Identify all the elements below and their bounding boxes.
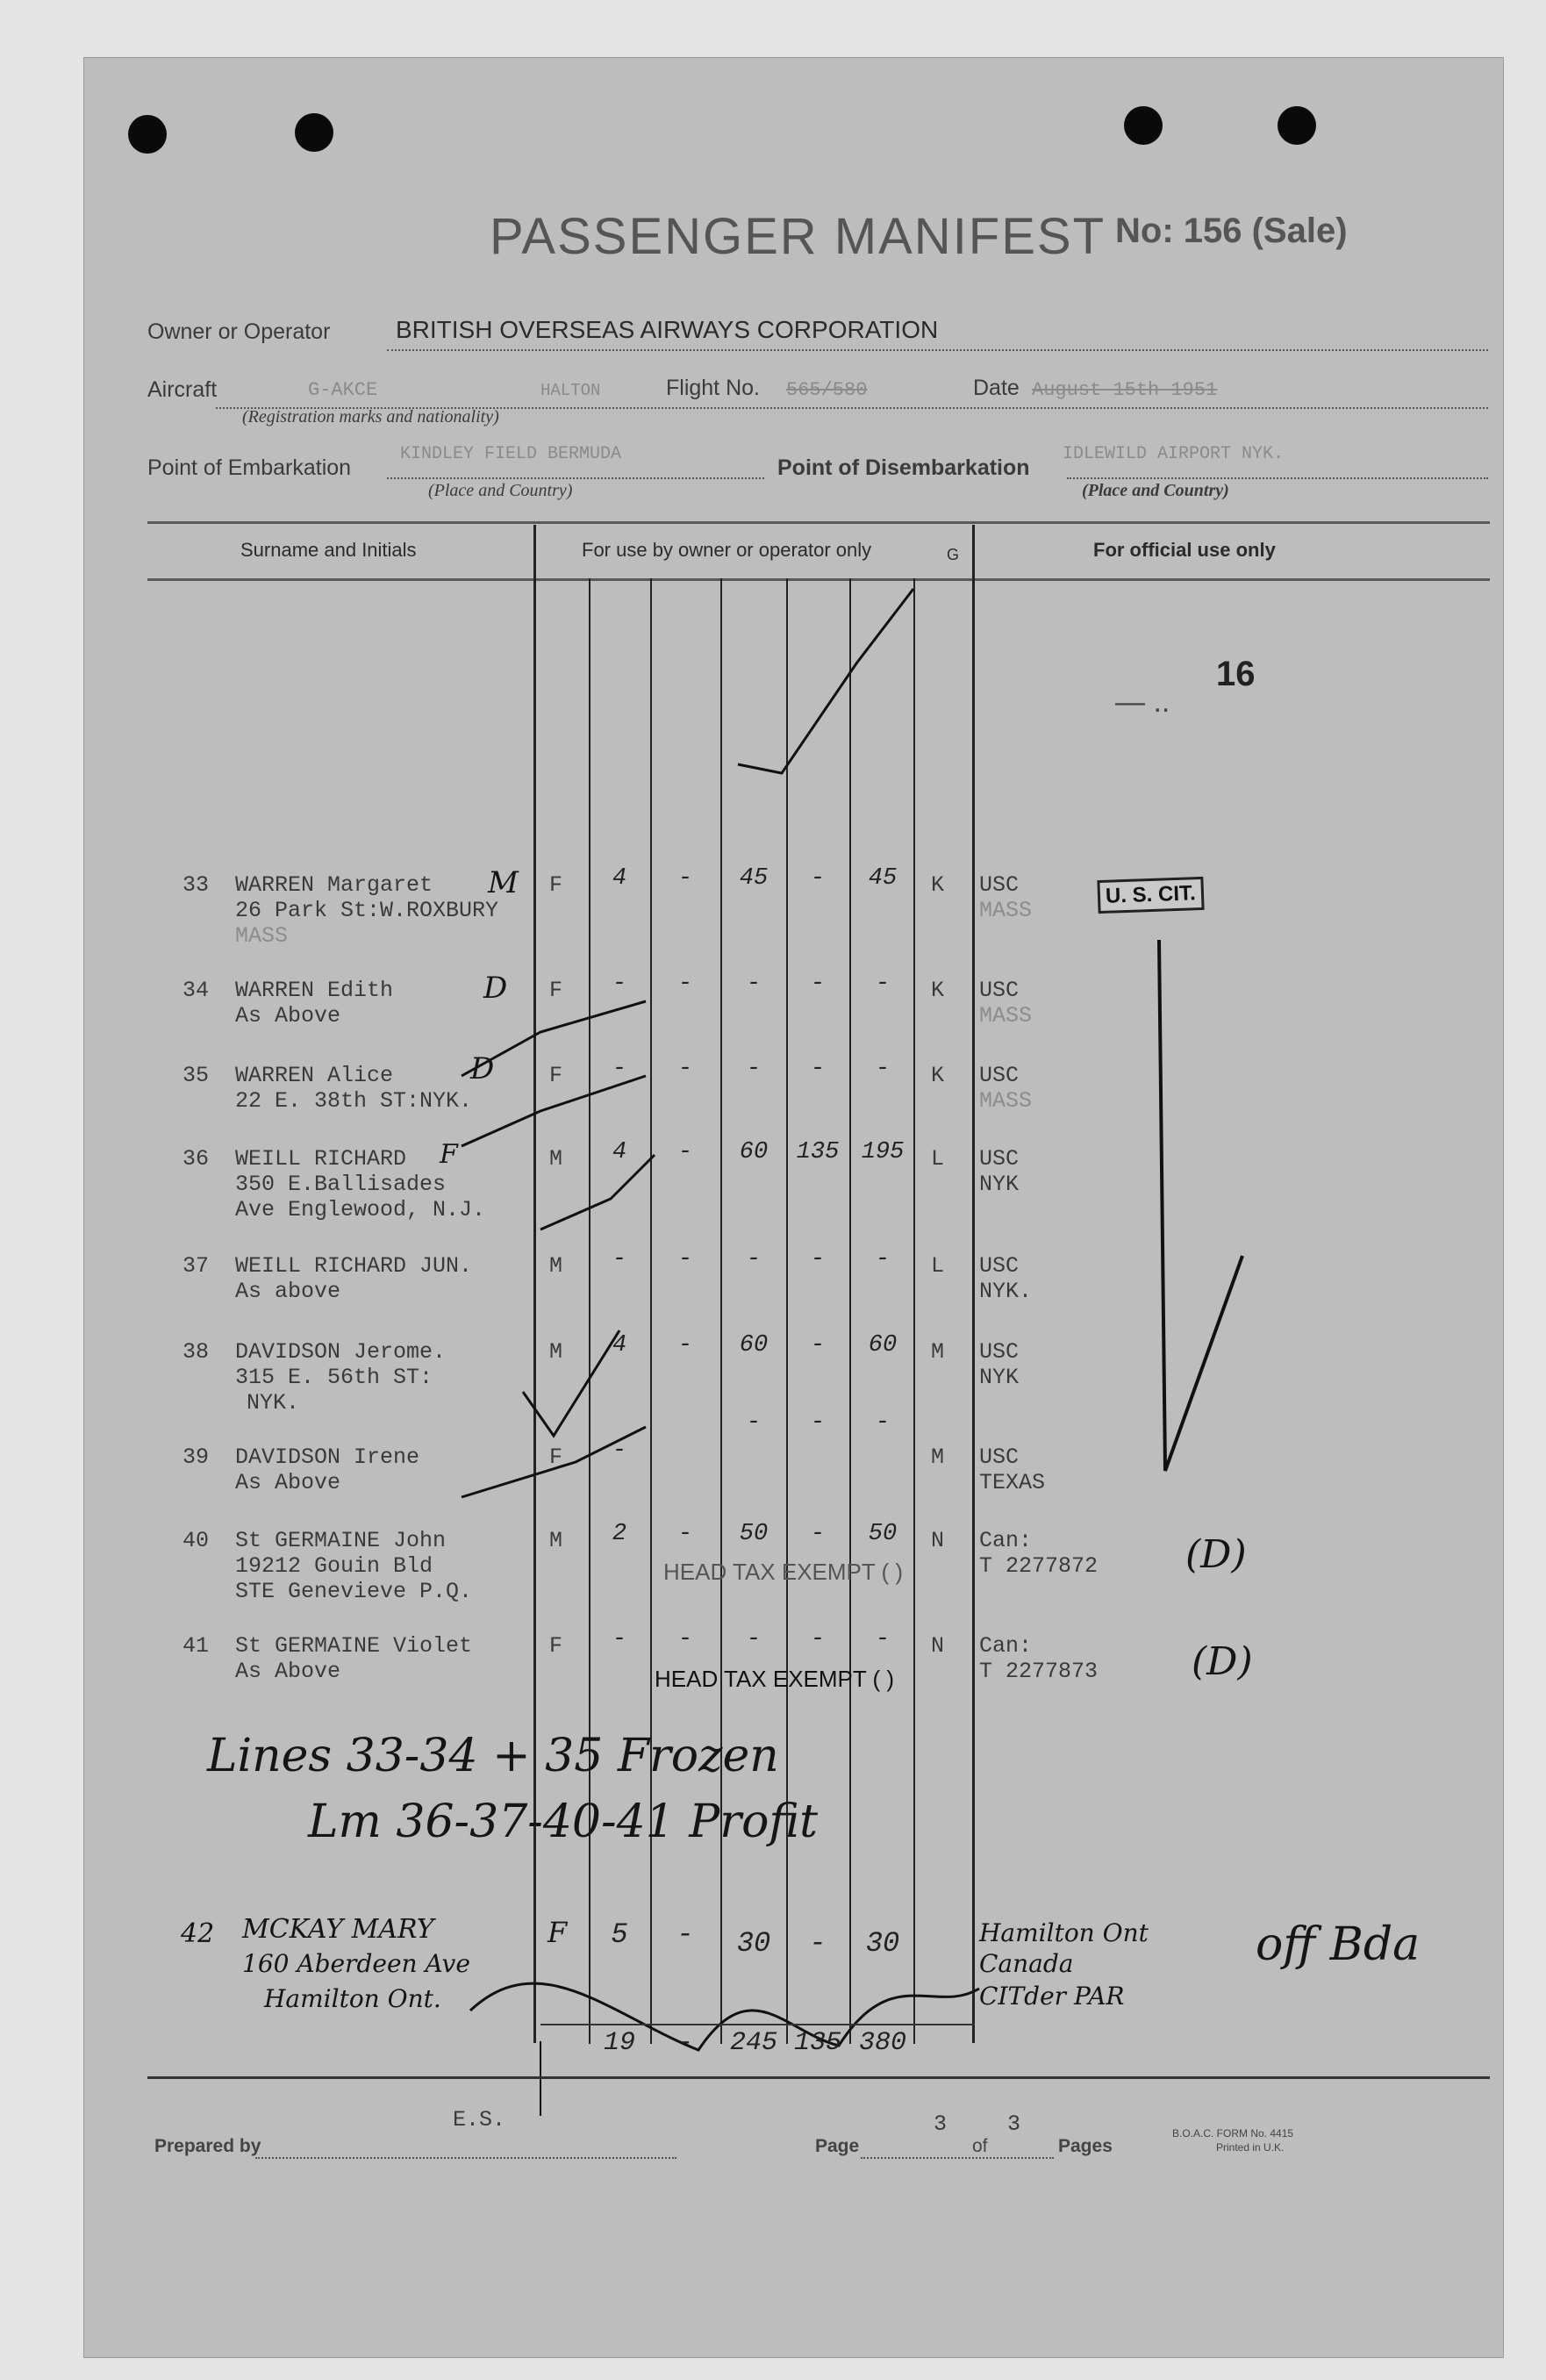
col-owner-header: For use by owner or operator only [582, 539, 872, 561]
flight-label: Flight No. [666, 376, 760, 400]
pages-label: Pages [1058, 2136, 1113, 2156]
date-label: Date [973, 376, 1020, 400]
place-note-left: (Place and Country) [428, 481, 573, 500]
tick-right [1159, 940, 1242, 1471]
embarkation-label: Point of Embarkation [147, 455, 352, 480]
owner-label: Owner or Operator [147, 319, 331, 344]
tick-top [738, 589, 913, 773]
disembarkation-label: Point of Disembarkation [777, 455, 1030, 480]
prepared-by-value: E.S. [453, 2107, 506, 2133]
flight-value: 565/580 [786, 379, 868, 401]
aircraft-label: Aircraft [147, 377, 218, 402]
prepared-by-label: Prepared by [154, 2136, 261, 2156]
page-label: Page [815, 2136, 860, 2156]
of-label: of [972, 2136, 988, 2156]
of-value: 3 [1007, 2111, 1021, 2137]
owner-value: BRITISH OVERSEAS AIRWAYS CORPORATION [396, 316, 939, 343]
registration-note: (Registration marks and nationality) [242, 407, 499, 427]
manifest-title: PASSENGER MANIFEST [490, 208, 1106, 265]
col-official-header: For official use only [1093, 539, 1276, 561]
handnote-lines-frozen: Lines 33-34 + 35 Frozen [207, 1730, 779, 1782]
form-number: B.O.A.C. FORM No. 4415 [1172, 2127, 1294, 2140]
head-tax-exempt-40: HEAD TAX EXEMPT ( ) [663, 1559, 904, 1585]
form-printed: Printed in U.K. [1216, 2141, 1285, 2154]
disembarkation-value: IDLEWILD AIRPORT NYK. [1063, 444, 1285, 464]
page-value: 3 [934, 2111, 948, 2137]
page-total-dash: — .. [1115, 685, 1170, 719]
us-cit-stamp: U. S. CIT. [1097, 877, 1204, 914]
d-mark-41: (D) [1192, 1639, 1253, 1684]
head-tax-exempt-41: HEAD TAX EXEMPT ( ) [655, 1666, 895, 1692]
page-total: 16 [1216, 655, 1256, 693]
manifest-serial: No: 156 (Sale) [1115, 211, 1348, 250]
col-surname-header: Surname and Initials [240, 539, 417, 561]
aircraft-value: G-AKCE [308, 379, 378, 401]
manifest-sheet: PASSENGER MANIFEST No: 156 (Sale) Owner or Operator BRITISH OVERSEAS AIRWAYS CORPORATION Aircraft G-AKCE HALTON Flight No. 565/580 Date August 15th 1951 (Registration marks and nationality) Point of Embarkation KINDLEY FIELD BERMUDA Point of Disembarkation IDLEWILD AIRPORT NYK. (Place and Country) (Place and Country) Surname and Initials For use by owner or operator only G For official use only — .. 16 33 WARREN Margaret 26 Park St:W.ROXBURY MASS M F 4 - 45 - 45 K USC MASS 34 WARREN Edith As Above D F - - - - - K USC MASS 35 WARREN Alice 22 E. 38th ST:NYK. D F - - - - - K USC MASS 36 WEILL RICHARD 350 E.Ballisades Ave Englewood, N.J. F M 4 - 60 135 195 L USC NYK 37 WEILL RICHARD JUN. As above M - - - - - L USC NYK. 38 DAVIDSON Jerome. 315 E. 56th ST: NYK. M 4 - 60 - 60 M USC NYK 39 DAVIDSON Irene As Above F - - - - M USC TEXAS 40 St GERMAINE John 19212 Gouin Bld STE Genevieve P.Q. M 2 - 50 - 50 N Can: T 2277872 HEAD TAX EXEMPT ( ) (D) 41 St GERMAINE Violet As Above F - - - - - N Can: T 2277873 HEAD TAX EXEMPT ( ) (D) U. S. CIT. Lines 33-34 + 35 Frozen Lm 36-37-40-41 Profit 42 MCKAY MARY 160 Aberdeen Ave Hamilton Ont. F 5 - 30 - 30 Hamilton Ont Canada CITder PAR off Bda 19 - 245 135 380 Prepared by E.S. Page 3 of 3 Pages B.O.A.C. FORM No. 4415 Printed in U.K. [83, 57, 1504, 2358]
date-value: August 15th 1951 [1032, 379, 1218, 401]
col-g-header: G [947, 546, 960, 563]
aircraft-name: HALTON [540, 381, 601, 400]
place-note-right: (Place and Country) [1082, 481, 1229, 500]
d-mark-40: (D) [1185, 1532, 1247, 1577]
handnote-lines-profit: Lm 36-37-40-41 Profit [308, 1796, 819, 1848]
embarkation-value: KINDLEY FIELD BERMUDA [400, 444, 622, 464]
